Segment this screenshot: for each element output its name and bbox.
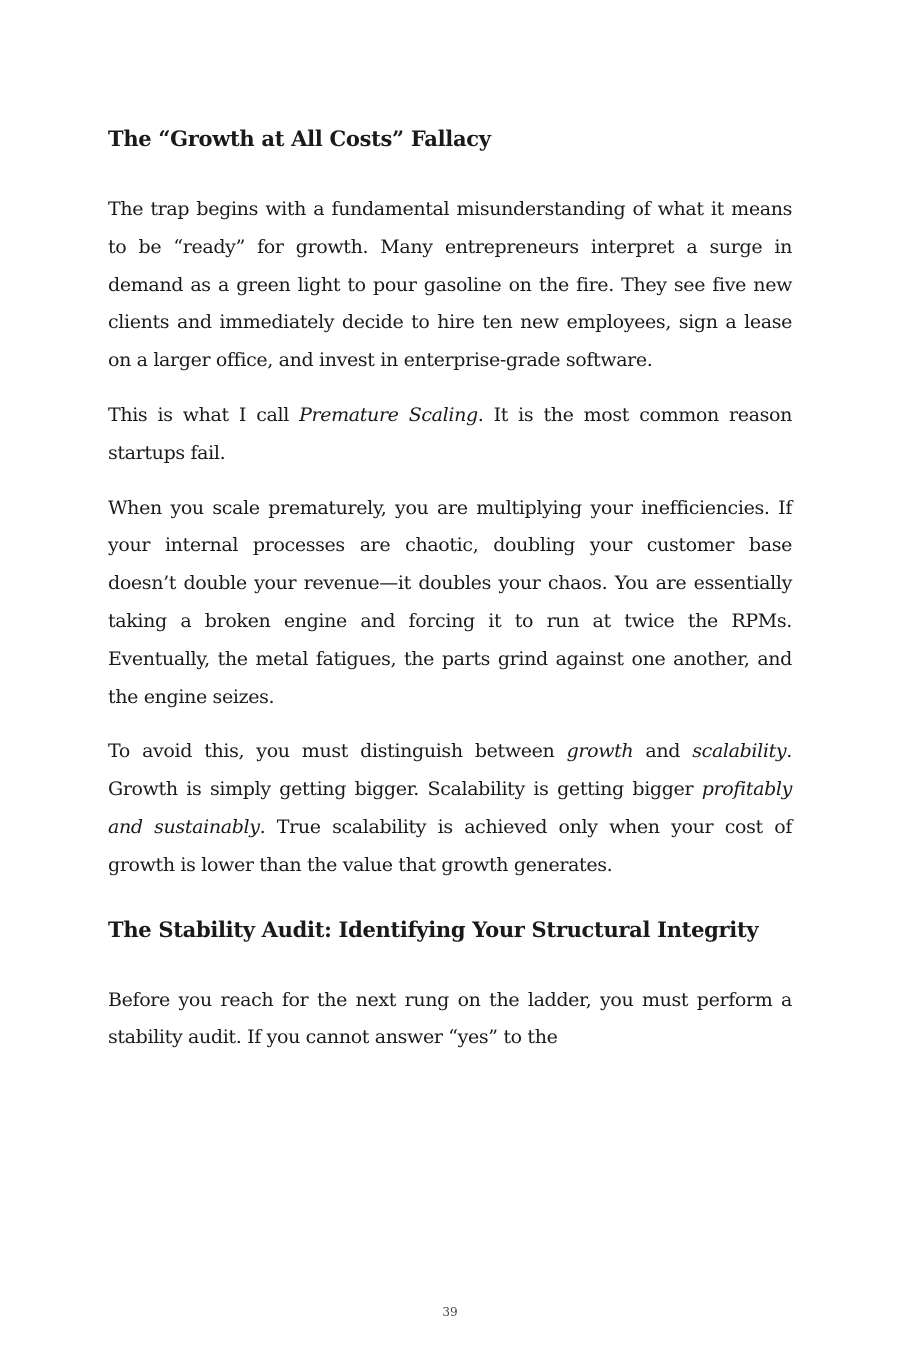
- paragraph-trap: The trap begins with a fundamental misunderstanding of what it means to be “ready” for growth. Many entrepreneurs interpret a surge in demand as a green light to pour gasoline on the fire. They see five new clients and immediately decide to hire ten new employees, sign a lease on a larger office, and invest in enterprise-grade software.: [108, 198, 792, 372]
- section-heading-stability-audit: The Stability Audit: Identifying Your Structural Integrity: [108, 916, 759, 942]
- text-run: . Growth is simply getting bigger. Scalability is getting bigger: [108, 740, 792, 801]
- text-run: . True scalability is achieved only when your cost of growth is lower than the value that growth generates.: [108, 815, 793, 876]
- paragraph-stability-audit: Before you reach for the next rung on the ladder, you must perform a stability audit. If you cannot answer “yes” to the: [108, 988, 792, 1049]
- emphasis-profitably-sustainably: profitably and sustainably: [108, 778, 792, 838]
- emphasis-growth: growth: [566, 740, 634, 763]
- paragraph-multiplying-inefficiencies: When you scale prematurely, you are multiplying your inefficiencies. If your internal processes are chaotic, doubling your customer base doesn’t double your revenue—it doubles your chaos. You are essentially taking a broken engine and forcing it to run at twice the RPMs. Eventually, the metal fatigues, the parts grind against one another, and the engine seizes.: [108, 496, 792, 708]
- paragraph-premature-scaling: [108, 397, 792, 473]
- paragraph-growth-vs-scalability: [108, 733, 792, 884]
- text-run: To avoid this, you must distinguish between: [108, 740, 567, 763]
- emphasis-premature-scaling: Premature Scaling: [299, 403, 478, 426]
- text-run: . It is the most common reason startups fail.: [108, 403, 793, 464]
- page-body: [108, 108, 792, 1057]
- emphasis-scalability: scalability: [692, 740, 787, 763]
- text-run: This is what I call: [108, 403, 300, 426]
- page-number: 39: [442, 1305, 458, 1319]
- section-heading-growth-fallacy: The “Growth at All Costs” Fallacy: [108, 126, 491, 151]
- text-run: and: [633, 740, 693, 763]
